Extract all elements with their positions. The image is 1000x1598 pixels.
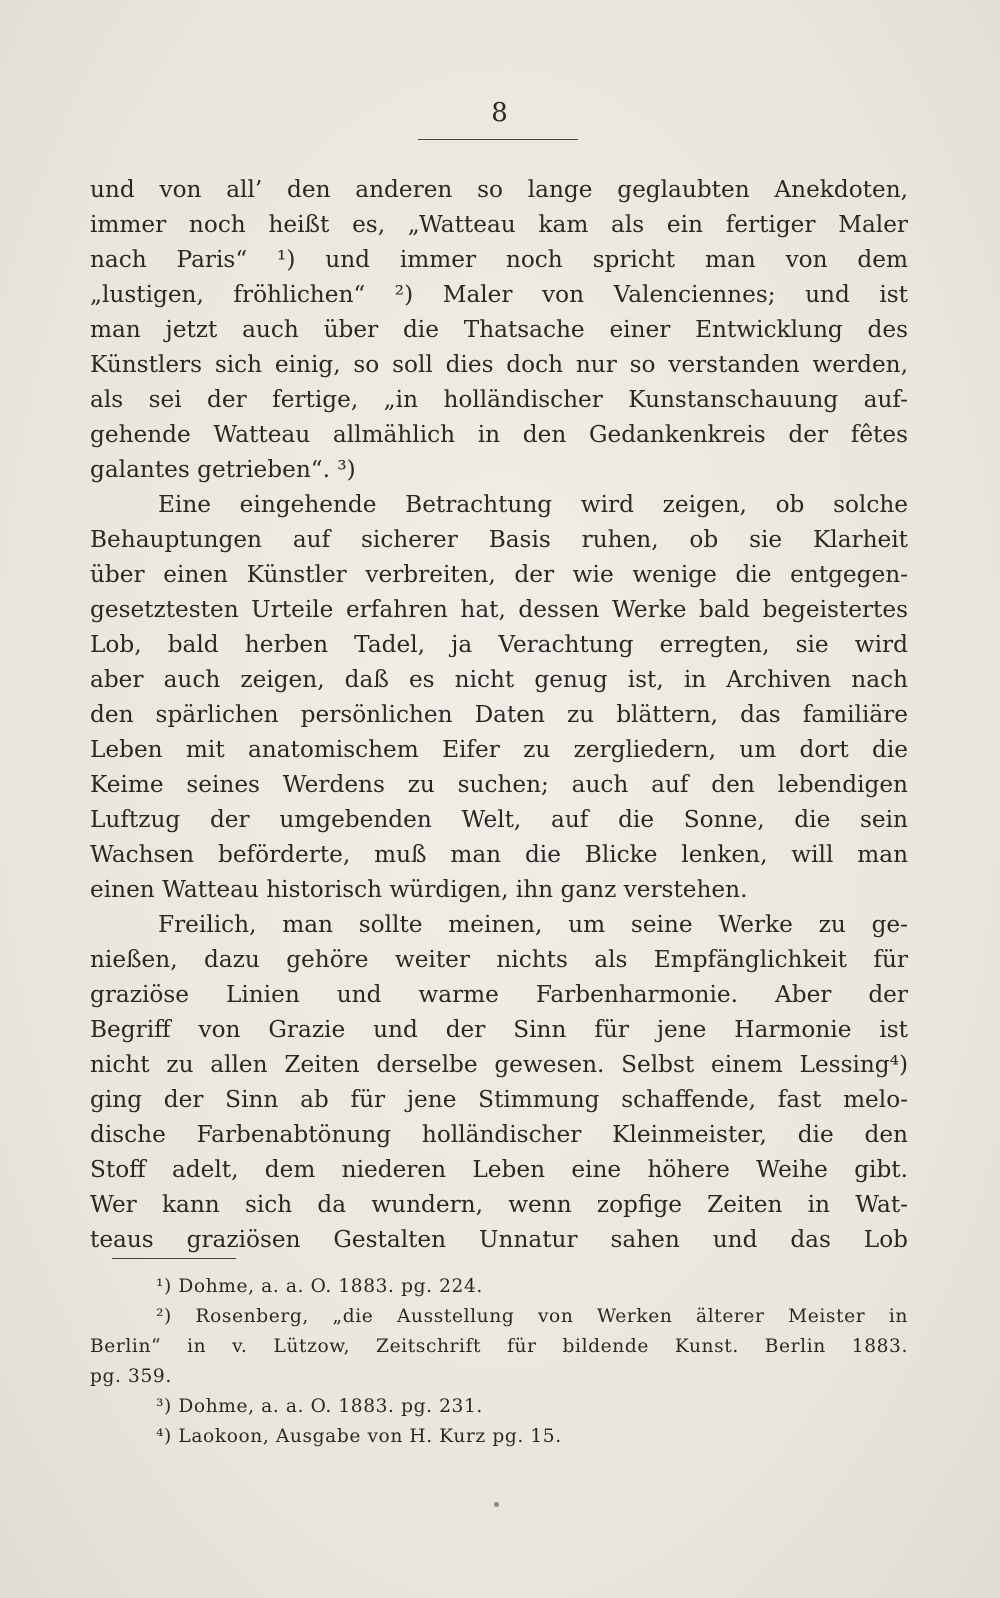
footnote-separator [112,1258,236,1259]
page-number: 8 [491,98,509,128]
page-number-rule [418,139,578,140]
text-line: Stoff adelt, dem niederen Leben eine höhere Weihe gibt. [90,1156,908,1183]
text-line: Begriff von Grazie und der Sinn für jene Harmonie ist [90,1016,908,1043]
footnote-line: Berlin“ in v. Lützow, Zeitschrift für bildende Kunst. Berlin 1883. [90,1336,908,1357]
footnote-line: pg. 359. [90,1366,172,1387]
text-line: ging der Sinn ab für jene Stimmung schaffende, fast melo- [90,1086,908,1113]
text-line: graziöse Linien und warme Farbenharmonie. Aber der [90,981,908,1008]
text-line: Keime seines Werdens zu suchen; auch auf den lebendigen [90,771,908,798]
text-line: Freilich, man sollte meinen, um seine Werke zu ge- [158,911,908,938]
text-line: Wachsen beförderte, muß man die Blicke lenken, will man [90,841,908,868]
text-line: und von all’ den anderen so lange geglaubten Anekdoten, [90,176,908,203]
text-line: man jetzt auch über die Thatsache einer Entwicklung des [90,316,908,343]
text-line: teaus graziösen Gestalten Unnatur sahen und das Lob [90,1226,908,1253]
text-line: „lustigen, fröhlichen“ ²) Maler von Valenciennes; und ist [90,281,908,308]
text-line: gehende Watteau allmählich in den Gedankenkreis der fêtes [90,421,908,448]
footnotes [90,1272,908,1452]
text-line: gesetztesten Urteile erfahren hat, dessen Werke bald begeistertes [90,596,908,623]
text-line: galantes getrieben“. ³) [90,456,356,483]
text-line: Leben mit anatomischem Eifer zu zergliedern, um dort die [90,736,908,763]
footnote-line: ⁴) Laokoon, Ausgabe von H. Kurz pg. 15. [156,1426,562,1447]
text-line: über einen Künstler verbreiten, der wie wenige die entgegen- [90,561,908,588]
body-text [90,172,908,1257]
text-line: als sei der fertige, „in holländischer Kunstanschauung auf- [90,386,908,413]
text-line: aber auch zeigen, daß es nicht genug ist, in Archiven nach [90,666,908,693]
text-line: dische Farbenabtönung holländischer Kleinmeister, die den [90,1121,908,1148]
text-line: Behauptungen auf sicherer Basis ruhen, ob sie Klarheit [90,526,908,553]
text-line: den spärlichen persönlichen Daten zu blättern, das familiäre [90,701,908,728]
text-line: Wer kann sich da wundern, wenn zopfige Zeiten in Wat- [90,1191,908,1218]
text-line: nach Paris“ ¹) und immer noch spricht man von dem [90,246,908,273]
text-line: nicht zu allen Zeiten derselbe gewesen. Selbst einem Lessing⁴) [90,1051,908,1078]
text-line: Eine eingehende Betrachtung wird zeigen, ob solche [158,491,908,518]
text-line: Künstlers sich einig, so soll dies doch nur so verstanden werden, [90,351,908,378]
footnote-line: ¹) Dohme, a. a. O. 1883. pg. 224. [156,1276,483,1297]
text-line: Lob, bald herben Tadel, ja Verachtung erregten, sie wird [90,631,908,658]
text-line: immer noch heißt es, „Watteau kam als ein fertiger Maler [90,211,908,238]
text-line: Luftzug der umgebenden Welt, auf die Sonne, die sein [90,806,908,833]
text-line: einen Watteau historisch würdigen, ihn ganz verstehen. [90,876,748,903]
text-line: nießen, dazu gehöre weiter nichts als Empfänglichkeit für [90,946,908,973]
paper-speck [494,1502,499,1507]
footnote-line: ²) Rosenberg, „die Ausstellung von Werken älterer Meister in [156,1306,908,1327]
footnote-line: ³) Dohme, a. a. O. 1883. pg. 231. [156,1396,483,1417]
